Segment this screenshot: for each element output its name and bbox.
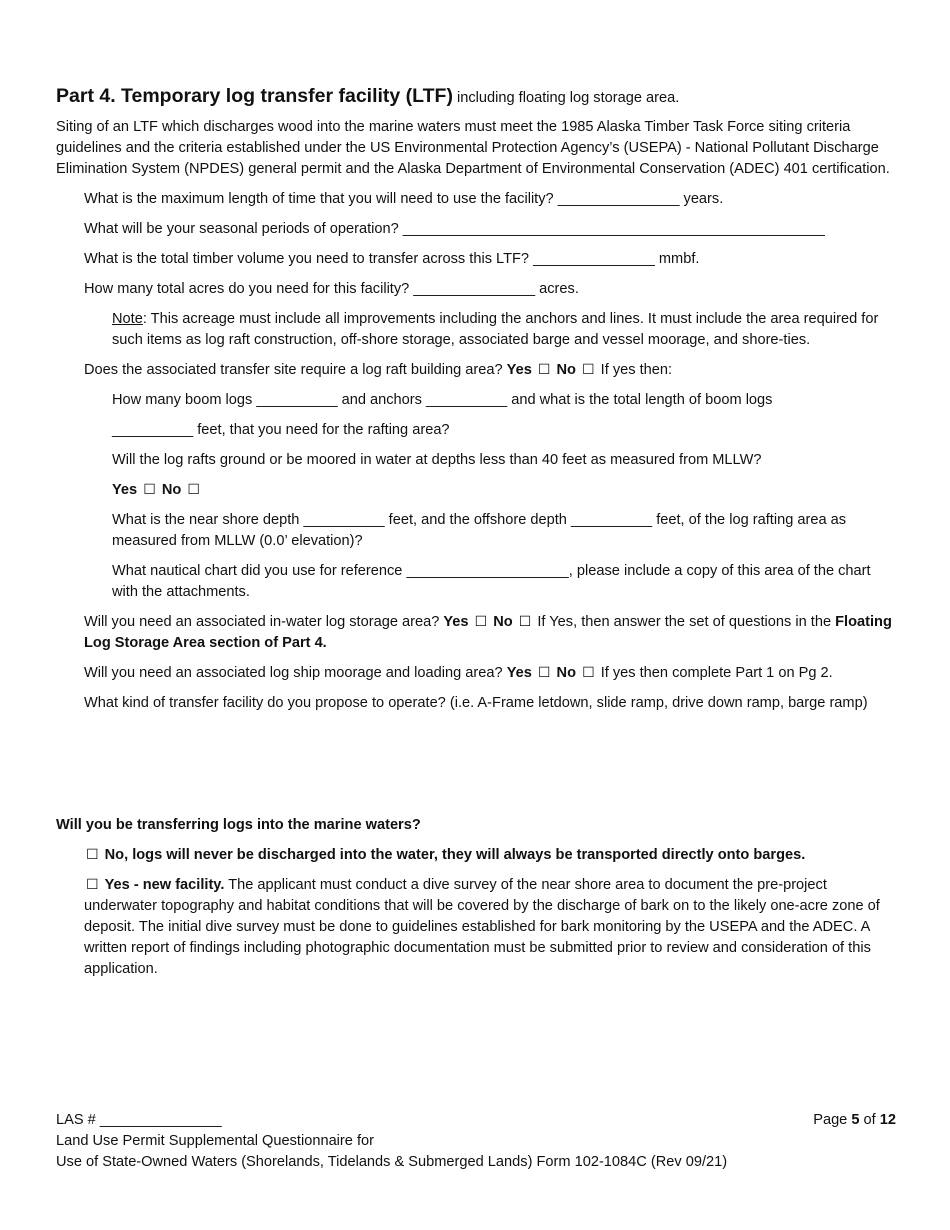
- duration-field[interactable]: _______________: [557, 191, 680, 207]
- boom-logs-field[interactable]: __________: [256, 392, 338, 408]
- log-storage-yes-checkbox[interactable]: ☐: [474, 614, 488, 630]
- intro-paragraph: Siting of an LTF which discharges wood into the marine waters must meet the 1985 Alaska Timber Task Force siting criteria guidelines and the criteria established under the US Environmental Protection Agency’s (USEPA) - National Pollutant Discharge Elimination System (NPDES) general permit and the Alaska Department of Environmental Conservation (ADEC) 401 certification.: [56, 119, 890, 177]
- question-log-storage: Will you need an associated in-water log storage area? Yes ☐ No ☐ If Yes, then answer the set of questions in the Floating Log Storage Area section of Part 4.: [84, 614, 892, 651]
- question-nautical-chart: What nautical chart did you use for reference ____________________, please include a copy of this area of the chart with the attachments.: [112, 563, 871, 600]
- transfer-no-checkbox[interactable]: ☐: [86, 847, 99, 863]
- season-field[interactable]: ____________________________________________________: [402, 221, 825, 237]
- transfer-option-yes: ☐ Yes - new facility. The applicant must conduct a dive survey of the near shore area to document the pre-project underwater topography and habitat conditions that will be covered by the discharge of bark on to the likely one-acre zone of deposit. The initial dive survey must be done to guidelines established for bark monitoring by the USEPA and the ADEC. A written report of findings including photographic documentation must be submitted prior to review and consideration of this application.: [84, 877, 880, 977]
- question-duration: What is the maximum length of time that you will need to use the facility? _______________ years.: [84, 191, 724, 207]
- question-raft-area: Does the associated transfer site require a log raft building area? Yes ☐ No ☐ If yes then:: [84, 360, 896, 381]
- section-title-rest: including floating log storage area.: [452, 90, 680, 106]
- form-page: [56, 86, 896, 989]
- las-number-field[interactable]: _______________: [99, 1112, 222, 1128]
- nearshore-depth-field[interactable]: __________: [303, 512, 385, 528]
- acreage-note: Note: This acreage must include all improvements including the anchors and lines. It must include the area required for such items as log raft construction, off-shore storage, associated barge and vessel moorage, and shore-ties.: [112, 311, 879, 348]
- page-number: Page 5 of 12: [813, 1112, 896, 1128]
- note-label: Note: [112, 311, 143, 327]
- raft-depth-answer: Yes ☐ No ☐: [112, 480, 896, 501]
- raft-area-no-checkbox[interactable]: ☐: [582, 362, 595, 378]
- footer-form-title: Land Use Permit Supplemental Questionnaire for: [56, 1133, 374, 1149]
- ship-moorage-no-checkbox[interactable]: ☐: [582, 665, 595, 681]
- question-boom-length: __________ feet, that you need for the rafting area?: [112, 422, 450, 438]
- section-title: [56, 86, 896, 109]
- question-shore-depth: What is the near shore depth __________ feet, and the offshore depth __________ feet, of the log rafting area as measured from MLLW (0.0’ elevation)?: [112, 512, 847, 549]
- transfer-heading: Will you be transferring logs into the marine waters?: [56, 817, 421, 833]
- las-number: LAS # _______________: [56, 1112, 222, 1128]
- volume-field[interactable]: _______________: [533, 251, 655, 267]
- raft-depth-no-checkbox[interactable]: ☐: [187, 482, 200, 498]
- offshore-depth-field[interactable]: __________: [570, 512, 653, 528]
- question-ship-moorage: Will you need an associated log ship moorage and loading area? Yes ☐ No ☐ If yes then complete Part 1 on Pg 2.: [84, 663, 896, 684]
- ship-moorage-yes-checkbox[interactable]: ☐: [537, 665, 551, 681]
- page-footer: [56, 1110, 896, 1173]
- boom-length-field[interactable]: __________: [112, 422, 194, 438]
- question-season: What will be your seasonal periods of operation? ____________________________________________________: [84, 221, 825, 237]
- facility-type-answer-area[interactable]: [56, 723, 896, 815]
- footer-form-number: Use of State-Owned Waters (Shorelands, Tidelands & Submerged Lands) Form 102-1084C (Rev 09/21): [56, 1154, 728, 1170]
- question-facility-type: What kind of transfer facility do you propose to operate? (i.e. A-Frame letdown, slide ramp, drive down ramp, barge ramp): [84, 695, 868, 711]
- transfer-yes-checkbox[interactable]: ☐: [86, 877, 99, 893]
- anchors-field[interactable]: __________: [426, 392, 508, 408]
- log-storage-no-checkbox[interactable]: ☐: [518, 614, 532, 630]
- question-volume: What is the total timber volume you need to transfer across this LTF? _______________ mmbf.: [84, 251, 700, 267]
- nautical-chart-field[interactable]: ____________________: [406, 563, 569, 579]
- question-raft-depth: Will the log rafts ground or be moored in water at depths less than 40 feet as measured from MLLW?: [112, 452, 762, 468]
- raft-depth-yes-checkbox[interactable]: ☐: [143, 482, 156, 498]
- acres-field[interactable]: _______________: [413, 281, 536, 297]
- question-acres: How many total acres do you need for this facility? _______________ acres.: [84, 281, 579, 297]
- question-boom-logs: How many boom logs __________ and anchors __________ and what is the total length of boom logs: [112, 392, 773, 408]
- raft-area-yes-checkbox[interactable]: ☐: [537, 362, 551, 378]
- transfer-option-no: ☐ No, logs will never be discharged into the water, they will always be transported directly onto barges.: [84, 845, 896, 866]
- section-title-bold: Part 4. Temporary log transfer facility (LTF): [56, 85, 453, 107]
